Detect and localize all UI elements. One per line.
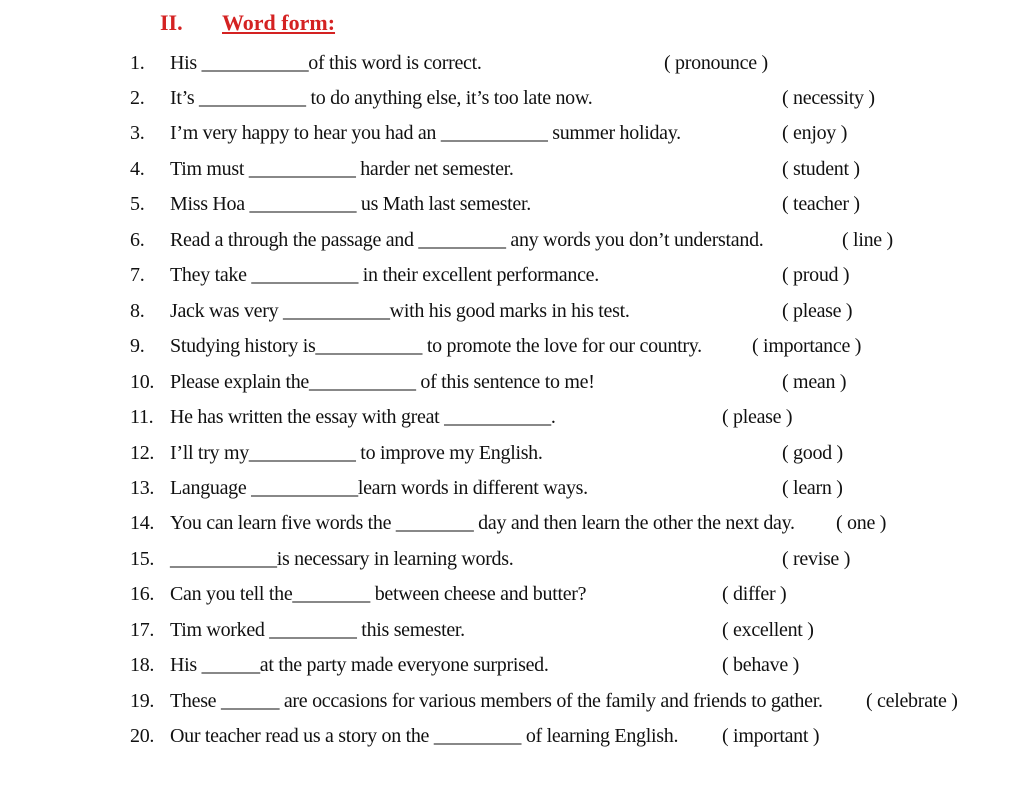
item-sentence: I’ll try my___________ to improve my English. [170,442,543,464]
item-hint-19: ( celebrate ) [866,690,958,712]
section-title: Word form: [222,10,336,35]
item-sentence: It’s ___________ to do anything else, it’s too late now. [170,87,593,109]
item-sentence: His ______at the party made everyone surprised. [170,654,549,676]
item-sentence: Tim must ___________ harder net semester. [170,158,514,180]
item-number: 18. [130,654,155,676]
item-hint-2: ( necessity ) [782,87,875,109]
item-sentence: Our teacher read us a story on the _________ of learning English. [170,725,679,747]
item-hint-13: ( learn ) [782,477,843,499]
item-sentence: Jack was very ___________with his good marks in his test. [170,300,630,322]
item-sentence: Tim worked _________ this semester. [170,619,465,641]
item-hint-7: ( proud ) [782,264,850,286]
item-number: 13. [130,477,155,499]
item-sentence: You can learn five words the ________ day and then learn the other the next day. [170,512,795,534]
item-number: 12. [130,442,155,464]
item-sentence: His ___________of this word is correct. [170,52,482,74]
item-sentence: ___________is necessary in learning words. [170,548,514,570]
item-hint-15: ( revise ) [782,548,851,570]
item-number: 6. [130,229,145,251]
item-hint-20: ( important ) [722,725,820,747]
item-number: 20. [130,725,155,747]
item-hint-17: ( excellent ) [722,619,814,641]
item-sentence: Miss Hoa ___________ us Math last semester. [170,193,531,215]
item-sentence: Can you tell the________ between cheese and butter? [170,583,587,605]
item-number: 9. [130,335,145,357]
item-hint-14: ( one ) [836,512,887,534]
item-hint-8: ( please ) [782,300,853,322]
item-number: 19. [130,690,155,712]
section-number: II. [160,10,183,35]
item-number: 17. [130,619,155,641]
item-sentence: These ______ are occasions for various members of the family and friends to gather. [170,690,823,712]
item-hint-16: ( differ ) [722,583,787,605]
item-sentence: I’m very happy to hear you had an ___________ summer holiday. [170,122,681,144]
item-number: 4. [130,158,145,180]
item-sentence: Read a through the passage and _________ any words you don’t understand. [170,229,764,251]
item-hint-1: ( pronounce ) [664,52,768,74]
item-number: 16. [130,583,155,605]
item-number: 10. [130,371,155,393]
item-number: 1. [130,52,145,74]
section-heading [160,10,335,36]
item-sentence: Please explain the___________ of this sentence to me! [170,371,595,393]
item-number: 14. [130,512,155,534]
item-number: 2. [130,87,145,109]
item-hint-11: ( please ) [722,406,793,428]
item-sentence: He has written the essay with great ___________. [170,406,556,428]
item-sentence: They take ___________ in their excellent performance. [170,264,599,286]
item-hint-4: ( student ) [782,158,860,180]
item-hint-10: ( mean ) [782,371,847,393]
item-hint-6: ( line ) [842,229,893,251]
item-hint-12: ( good ) [782,442,843,464]
item-hint-5: ( teacher ) [782,193,860,215]
item-number: 11. [130,406,154,428]
item-hint-3: ( enjoy ) [782,122,848,144]
item-number: 3. [130,122,145,144]
item-number: 15. [130,548,155,570]
item-number: 8. [130,300,145,322]
item-number: 5. [130,193,145,215]
item-hint-18: ( behave ) [722,654,799,676]
item-hint-9: ( importance ) [752,335,862,357]
item-number: 7. [130,264,145,286]
item-sentence: Language ___________learn words in different ways. [170,477,588,499]
item-sentence: Studying history is___________ to promote the love for our country. [170,335,702,357]
